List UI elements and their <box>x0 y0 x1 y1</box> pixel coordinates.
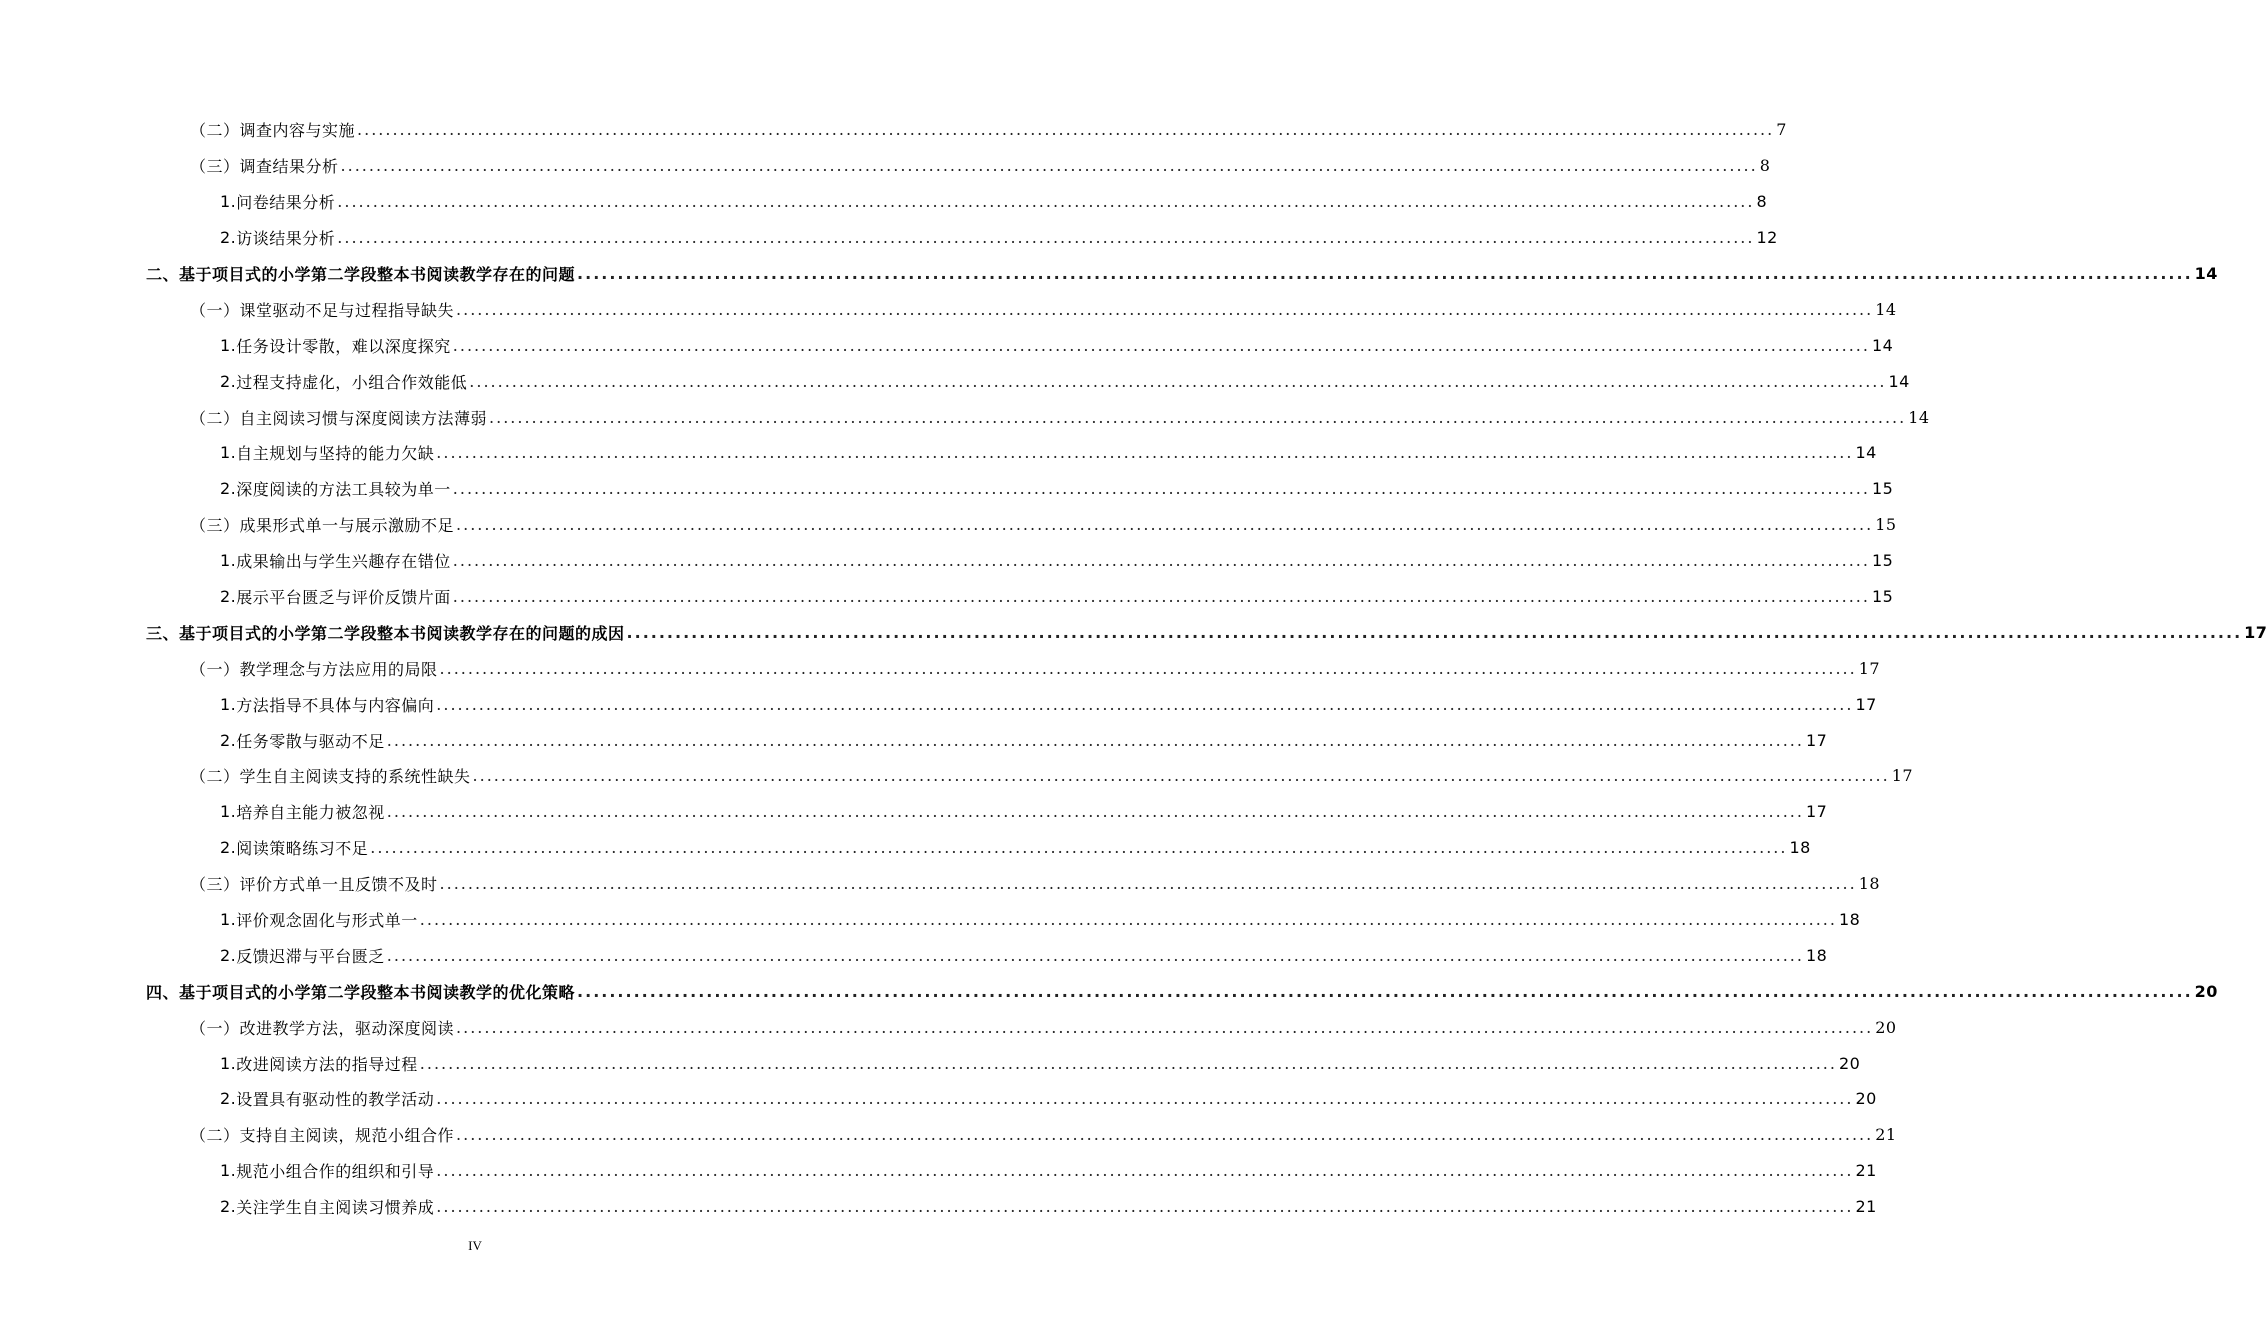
toc-entry[interactable] <box>0 579 1894 615</box>
toc-entry[interactable] <box>0 614 2267 650</box>
toc-entry[interactable] <box>0 112 1787 148</box>
toc-entry[interactable] <box>0 435 1877 471</box>
toc-entry-number: （二） <box>190 1126 240 1146</box>
toc-entry[interactable] <box>0 220 1778 256</box>
toc-entry[interactable] <box>0 1153 1877 1189</box>
toc-entry-page: 18 <box>1805 945 1828 965</box>
toc-entry[interactable] <box>0 1009 1897 1045</box>
toc-entry-number: （三） <box>190 875 240 895</box>
toc-entry-title: 反馈迟滞与平台匮乏 <box>236 946 385 966</box>
toc-leader-dots: ........................................................................................................................................................................................................ <box>340 156 1758 176</box>
toc-entry-page: 14 <box>1871 335 1894 355</box>
toc-entry-number: （三） <box>190 157 240 177</box>
toc-entry-page: 18 <box>1858 874 1881 894</box>
toc-leader-dots: ........................................................................................................................................................................................................ <box>456 1017 1874 1037</box>
toc-entry-number: 1. <box>220 1053 237 1073</box>
toc-leader-dots: ........................................................................................................................................................................................................ <box>439 658 1857 678</box>
toc-entry[interactable] <box>0 686 1877 722</box>
toc-entry-page: 20 <box>2194 981 2218 1001</box>
toc-entry[interactable] <box>0 363 1910 399</box>
toc-entry-number: 2. <box>220 371 237 391</box>
toc-entry-title: 深度阅读的方法工具较为单一 <box>236 480 451 500</box>
toc-leader-dots: ........................................................................................................................................................................................................ <box>452 335 1870 355</box>
toc-entry[interactable] <box>0 543 1894 579</box>
toc-leader-dots: ........................................................................................................................................................................................................ <box>337 228 1755 248</box>
toc-entry-title: 成果输出与学生兴趣存在错位 <box>236 552 451 572</box>
toc-entry-page: 20 <box>1855 1089 1877 1109</box>
toc-entry-page: 15 <box>1871 587 1894 607</box>
toc-entry-page: 17 <box>1805 802 1828 822</box>
toc-entry[interactable] <box>0 471 1894 507</box>
toc-entry-page: 14 <box>1875 299 1897 319</box>
toc-entry[interactable] <box>0 866 1881 902</box>
toc-entry-page: 14 <box>1908 407 1930 427</box>
toc-entry-title: 支持自主阅读，规范小组合作 <box>239 1126 455 1146</box>
toc-leader-dots: ........................................................................................................................................................................................................ <box>357 120 1775 140</box>
toc-entry[interactable] <box>0 973 2218 1009</box>
toc-entry[interactable] <box>0 937 1828 973</box>
toc-entry-page: 18 <box>1838 910 1861 930</box>
toc-entry-number: （三） <box>190 516 240 536</box>
toc-entry-page: 17 <box>1855 694 1877 714</box>
toc-leader-dots: ........................................................................................................................................................................................................ <box>472 766 1890 786</box>
toc-entry-page: 14 <box>2194 264 2218 283</box>
toc-entry-title: 评价观念固化与形式单一 <box>236 911 418 931</box>
toc-entry-number: （一） <box>190 1018 240 1038</box>
toc-entry-number: （二） <box>190 408 240 428</box>
toc-entry[interactable] <box>0 399 1930 435</box>
toc-entry-number: 2. <box>220 479 237 499</box>
toc-entry-title: 任务设计零散，难以深度探究 <box>236 336 451 356</box>
toc-leader-dots: ........................................................................................................................................................................................................ <box>436 443 1854 463</box>
toc-entry-number: 1. <box>220 910 237 930</box>
toc-entry-number: 2. <box>220 945 237 965</box>
table-of-contents <box>0 112 2267 1225</box>
toc-entry-number: 2. <box>220 730 237 750</box>
toc-entry-title: 任务零散与驱动不足 <box>236 731 385 751</box>
toc-entry-title: 教学理念与方法应用的局限 <box>239 659 438 679</box>
toc-leader-dots: ........................................................................................................................................................................................................ <box>436 1089 1854 1109</box>
toc-leader-dots: ........................................................................................................................................................................................................ <box>456 299 1874 319</box>
toc-entry-page: 21 <box>1855 1197 1877 1217</box>
toc-entry-title: 培养自主能力被忽视 <box>236 803 385 823</box>
toc-entry-title: 问卷结果分析 <box>236 193 336 213</box>
toc-entry-number: 二、 <box>146 265 180 284</box>
toc-entry-page: 7 <box>1776 120 1787 140</box>
toc-entry[interactable] <box>0 1117 1897 1153</box>
toc-entry-page: 17 <box>1891 766 1914 786</box>
toc-leader-dots: ........................................................................................................................................................................................................ <box>436 1197 1854 1217</box>
toc-entry-number: 1. <box>220 1161 237 1181</box>
toc-entry[interactable] <box>0 794 1828 830</box>
toc-entry-title: 自主阅读习惯与深度阅读方法薄弱 <box>239 408 488 428</box>
toc-entry-title: 过程支持虚化，小组合作效能低 <box>236 372 468 392</box>
toc-entry[interactable] <box>0 758 1914 794</box>
toc-entry-title: 方法指导不具体与内容偏向 <box>236 695 435 715</box>
toc-entry[interactable] <box>0 507 1897 543</box>
toc-entry-number: 1. <box>220 192 237 212</box>
toc-entry-page: 17 <box>1858 658 1881 678</box>
toc-leader-dots: ........................................................................................................................................................................................................ <box>370 838 1788 858</box>
toc-entry-title: 改进教学方法，驱动深度阅读 <box>239 1018 455 1038</box>
toc-entry[interactable] <box>0 1081 1877 1117</box>
toc-leader-dots: ........................................................................................................................................................................................................ <box>386 802 1804 822</box>
toc-entry-number: 1. <box>220 694 237 714</box>
toc-leader-dots: ........................................................................................................................................................................................................ <box>386 730 1804 750</box>
toc-entry-title: 调查内容与实施 <box>239 121 356 141</box>
toc-leader-dots: ........................................................................................................................................................................................................ <box>419 1053 1837 1073</box>
toc-entry-title: 规范小组合作的组织和引导 <box>236 1162 435 1182</box>
toc-entry-title: 基于项目式的小学第二学段整本书阅读教学的优化策略 <box>179 982 576 1002</box>
toc-entry-title: 自主规划与坚持的能力欠缺 <box>236 444 435 464</box>
toc-leader-dots: ........................................................................................................................................................................................................ <box>489 407 1907 427</box>
toc-leader-dots: ........................................................................................................................................................................................................ <box>452 587 1870 607</box>
toc-leader-dots: ........................................................................................................................................................................................................ <box>439 874 1857 894</box>
toc-entry-number: 2. <box>220 1089 237 1109</box>
toc-entry-number: 2. <box>220 1197 237 1217</box>
toc-entry-page: 12 <box>1756 228 1778 248</box>
toc-leader-dots: ........................................................................................................................................................................................................ <box>456 1125 1874 1145</box>
toc-entry-title: 调查结果分析 <box>239 157 339 177</box>
toc-entry[interactable] <box>0 650 1881 686</box>
toc-leader-dots: ........................................................................................................................................................................................................ <box>436 694 1854 714</box>
toc-entry-number: （二） <box>190 767 240 787</box>
toc-entry-title: 评价方式单一且反馈不及时 <box>239 875 438 895</box>
toc-entry[interactable] <box>0 148 1771 184</box>
toc-entry-title: 基于项目式的小学第二学段整本书阅读教学存在的问题 <box>179 265 576 284</box>
toc-entry-title: 学生自主阅读支持的系统性缺失 <box>239 767 471 787</box>
toc-entry-number: 2. <box>220 228 237 248</box>
toc-leader-dots: ........................................................................................................................................................................................................ <box>419 910 1837 930</box>
toc-entry[interactable] <box>0 327 1894 363</box>
toc-entry-number: 1. <box>220 802 237 822</box>
toc-leader-dots: ........................................................................................................................................................................................................ <box>456 515 1874 535</box>
toc-entry-number: （二） <box>190 121 240 141</box>
toc-leader-dots: ........................................................................................................................................................................................................ <box>577 981 2193 1001</box>
toc-entry-page: 8 <box>1756 192 1768 212</box>
toc-entry[interactable] <box>0 256 2218 292</box>
toc-entry-page: 17 <box>1805 730 1828 750</box>
toc-leader-dots: ........................................................................................................................................................................................................ <box>626 622 2243 642</box>
toc-entry[interactable] <box>0 1189 1877 1225</box>
toc-entry-page: 21 <box>1875 1125 1897 1145</box>
toc-entry-title: 课堂驱动不足与过程指导缺失 <box>239 300 455 320</box>
toc-leader-dots: ........................................................................................................................................................................................................ <box>452 479 1870 499</box>
toc-entry-number: 1. <box>220 335 237 355</box>
toc-entry-page: 15 <box>1871 479 1894 499</box>
toc-leader-dots: ........................................................................................................................................................................................................ <box>577 264 2193 283</box>
toc-entry[interactable] <box>0 722 1828 758</box>
page-number: IV <box>468 1238 482 1253</box>
toc-entry-number: 1. <box>220 443 237 463</box>
toc-leader-dots: ........................................................................................................................................................................................................ <box>337 192 1755 212</box>
toc-entry-page: 17 <box>2244 622 2267 642</box>
toc-entry-page: 8 <box>1759 156 1771 176</box>
toc-entry-page: 15 <box>1875 515 1897 535</box>
toc-leader-dots: ........................................................................................................................................................................................................ <box>436 1161 1854 1181</box>
toc-leader-dots: ........................................................................................................................................................................................................ <box>452 551 1870 571</box>
toc-entry-page: 21 <box>1855 1161 1877 1181</box>
toc-entry[interactable] <box>0 1045 1861 1081</box>
toc-entry[interactable] <box>0 902 1861 938</box>
toc-entry-number: 三、 <box>146 623 180 643</box>
toc-entry-page: 18 <box>1789 838 1811 858</box>
toc-entry-page: 14 <box>1888 371 1910 391</box>
toc-entry[interactable] <box>0 184 1768 220</box>
toc-leader-dots: ........................................................................................................................................................................................................ <box>386 945 1804 965</box>
toc-entry-number: 四、 <box>146 982 180 1002</box>
toc-entry-title: 改进阅读方法的指导过程 <box>236 1054 418 1074</box>
toc-entry-number: 1. <box>220 551 237 571</box>
toc-entry-page: 20 <box>1875 1017 1897 1037</box>
toc-entry-page: 15 <box>1871 551 1894 571</box>
toc-entry[interactable] <box>0 291 1897 327</box>
toc-entry-title: 展示平台匮乏与评价反馈片面 <box>236 588 451 608</box>
toc-leader-dots: ........................................................................................................................................................................................................ <box>469 371 1887 391</box>
toc-entry-title: 成果形式单一与展示激励不足 <box>239 516 455 536</box>
toc-entry-page: 20 <box>1838 1053 1861 1073</box>
toc-entry-title: 基于项目式的小学第二学段整本书阅读教学存在的问题的成因 <box>179 623 625 643</box>
toc-entry[interactable] <box>0 830 1811 866</box>
toc-entry-number: 2. <box>220 838 237 858</box>
toc-entry-number: （一） <box>190 659 240 679</box>
toc-entry-title: 设置具有驱动性的教学活动 <box>236 1090 435 1110</box>
toc-entry-title: 阅读策略练习不足 <box>236 839 369 859</box>
toc-entry-number: 2. <box>220 587 237 607</box>
toc-entry-title: 访谈结果分析 <box>236 229 336 249</box>
toc-entry-number: （一） <box>190 300 240 320</box>
toc-entry-page: 14 <box>1855 443 1877 463</box>
toc-entry-title: 关注学生自主阅读习惯养成 <box>236 1198 435 1218</box>
